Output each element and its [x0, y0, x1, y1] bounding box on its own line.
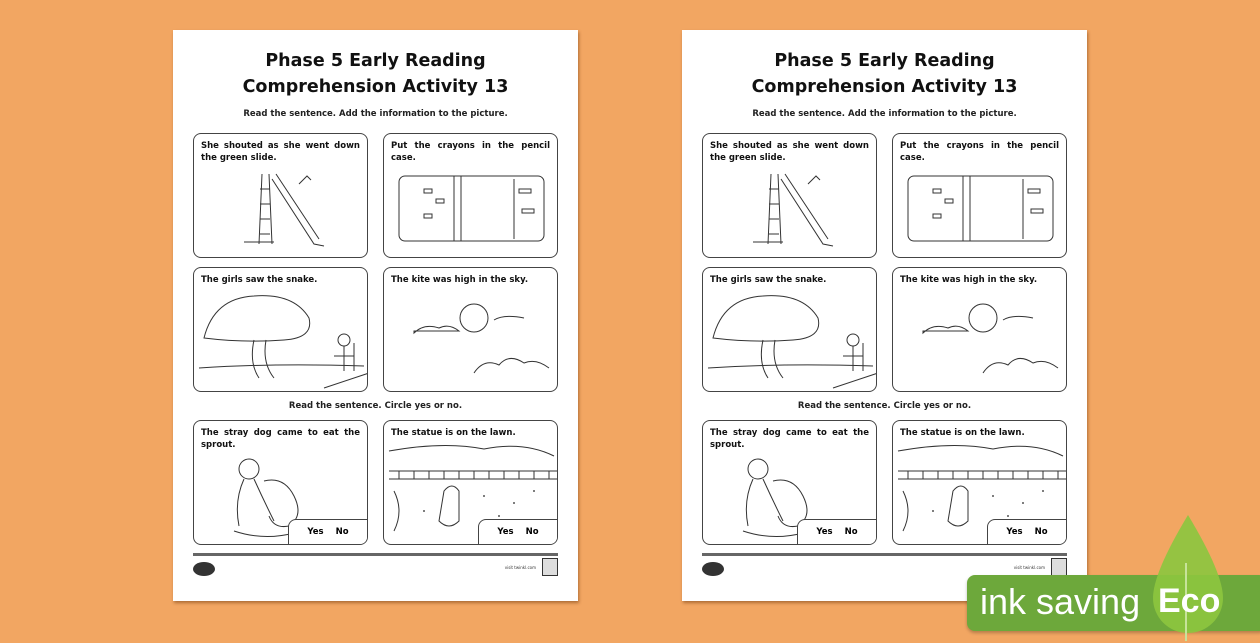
sky-illustration	[893, 268, 1067, 392]
worksheet-preview-page	[682, 30, 1087, 601]
panel-snake	[193, 267, 368, 392]
panel-sentence: Put the crayons in the pencil case.	[900, 141, 1059, 163]
panel-sentence: The kite was high in the sky.	[900, 275, 1038, 285]
panel-sentence: The girls saw the snake.	[710, 275, 827, 285]
panel-dog	[193, 420, 368, 545]
footer-text: visit twinkl.com	[504, 565, 536, 570]
no-option[interactable]: No	[335, 527, 349, 537]
panel-sentence: The statue is on the lawn.	[391, 428, 516, 438]
leaf-icon	[1148, 513, 1228, 643]
yes-option[interactable]: Yes	[816, 527, 833, 537]
worksheet-title	[682, 48, 1087, 100]
instruction-add-info: Read the sentence. Add the information to the picture.	[243, 109, 508, 119]
panel-dog	[702, 420, 877, 545]
panel-sentence: The stray dog came to eat the sprout.	[201, 428, 360, 450]
title-line-2: Comprehension Activity 13	[242, 77, 509, 97]
panel-pencil-case	[892, 133, 1067, 258]
panel-sentence: She shouted as she went down the green slide.	[201, 141, 360, 163]
tree-girls-illustration	[194, 268, 368, 392]
footer-divider	[702, 553, 1067, 556]
title-line-2: Comprehension Activity 13	[751, 77, 1018, 97]
panel-slide	[193, 133, 368, 258]
footer-divider	[193, 553, 558, 556]
title-line-1: Phase 5 Early Reading	[774, 51, 995, 71]
no-option[interactable]: No	[1034, 527, 1048, 537]
yes-no-box	[288, 519, 368, 545]
panel-kite	[383, 267, 558, 392]
phase-logo	[542, 558, 558, 576]
yes-no-box	[478, 519, 558, 545]
panel-sentence: The girls saw the snake.	[201, 275, 318, 285]
no-option[interactable]: No	[525, 527, 539, 537]
instruction-circle: Read the sentence. Circle yes or no.	[797, 401, 972, 411]
panel-pencil-case	[383, 133, 558, 258]
eco-label: Eco	[1158, 582, 1221, 620]
instruction-circle: Read the sentence. Circle yes or no.	[288, 401, 463, 411]
panel-kite	[892, 267, 1067, 392]
twinkl-logo	[193, 562, 215, 576]
yes-option[interactable]: Yes	[1006, 527, 1023, 537]
no-option[interactable]: No	[844, 527, 858, 537]
panel-sentence: The stray dog came to eat the sprout.	[710, 428, 869, 450]
sky-illustration	[384, 268, 558, 392]
panel-statue	[892, 420, 1067, 545]
worksheet-title	[173, 48, 578, 100]
yes-no-box	[987, 519, 1067, 545]
tree-girls-illustration	[703, 268, 877, 392]
panel-snake	[702, 267, 877, 392]
phase-logo	[1051, 558, 1067, 576]
panel-slide	[702, 133, 877, 258]
panel-statue	[383, 420, 558, 545]
title-line-1: Phase 5 Early Reading	[265, 51, 486, 71]
ink-saving-label: ink saving	[980, 581, 1141, 622]
footer-text: visit twinkl.com	[1013, 565, 1045, 570]
yes-option[interactable]: Yes	[307, 527, 324, 537]
twinkl-logo	[702, 562, 724, 576]
panel-sentence: She shouted as she went down the green slide.	[710, 141, 869, 163]
worksheet-preview-page	[173, 30, 578, 601]
panel-sentence: Put the crayons in the pencil case.	[391, 141, 550, 163]
panel-sentence: The kite was high in the sky.	[391, 275, 529, 285]
instruction-add-info: Read the sentence. Add the information to the picture.	[752, 109, 1017, 119]
yes-option[interactable]: Yes	[497, 527, 514, 537]
panel-sentence: The statue is on the lawn.	[900, 428, 1025, 438]
yes-no-box	[797, 519, 877, 545]
